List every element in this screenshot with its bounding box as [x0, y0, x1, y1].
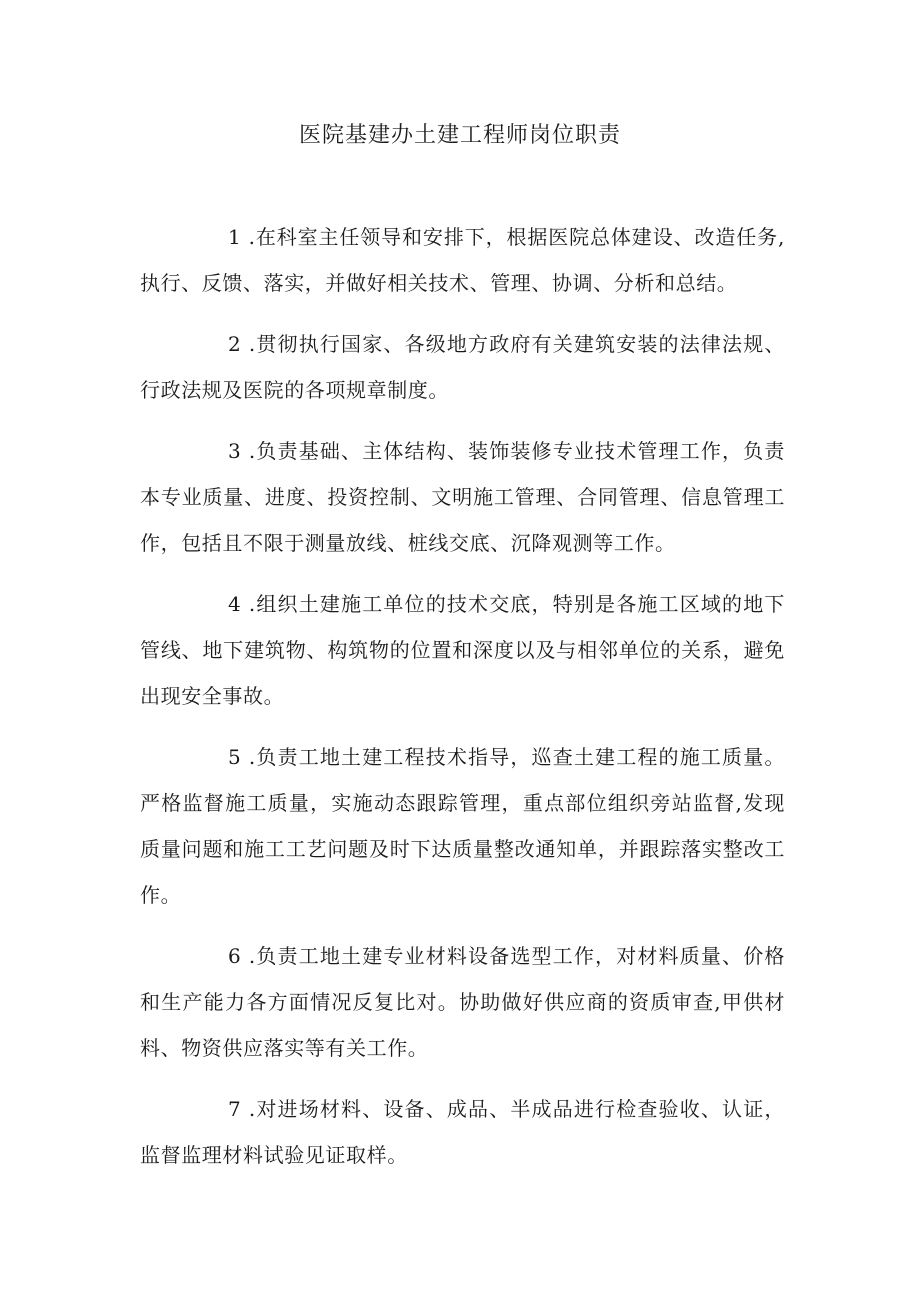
- duty-text: .负责工地土建专业材料设备选型工作，对材料质量、价格和生产能力各方面情况反复比对。协助做好供应商的资质审查,甲供材料、物资供应落实等有关工作。: [140, 944, 785, 1060]
- duty-number: 3: [228, 439, 242, 463]
- document-title: 医院基建办土建工程师岗位职责: [298, 123, 621, 148]
- duty-text: .负责工地土建工程技术指导，巡查土建工程的施工质量。严格监督施工质量，实施动态跟踪管理，重点部位组织旁站监督,发现质量问题和施工工艺问题及时下达质量整改通知单，并跟踪落实整改工作。: [140, 745, 785, 907]
- duty-text: .负责基础、主体结构、装饰装修专业技术管理工作，负责本专业质量、进度、投资控制、文明施工管理、合同管理、信息管理工作，包括且不限于测量放线、桩线交底、沉降观测等工作。: [140, 439, 785, 555]
- duty-number: 4: [228, 592, 242, 616]
- duty-text: .贯彻执行国家、各级地方政府有关建筑安装的法律法规、行政法规及医院的各项规章制度。: [140, 332, 785, 402]
- duty-item-3: [140, 428, 785, 566]
- duty-number: 5: [228, 745, 242, 769]
- duty-number: 1: [228, 225, 242, 249]
- duty-item-4: [140, 581, 785, 719]
- duty-text: .在科室主任领导和安排下，根据医院总体建设、改造任务,执行、反馈、落实，并做好相关技术、管理、协调、分析和总结。: [140, 225, 785, 295]
- duty-item-5: [140, 734, 785, 918]
- duty-text: .组织土建施工单位的技术交底，特别是各施工区域的地下管线、地下建筑物、构筑物的位置和深度以及与相邻单位的关系，避免出现安全事故。: [140, 592, 785, 708]
- duty-number: 6: [228, 944, 242, 968]
- duty-item-1: [140, 214, 785, 306]
- duty-text: .对进场材料、设备、成品、半成品进行检查验收、认证，监督监理材料试验见证取样。: [140, 1097, 785, 1167]
- duty-item-2: [140, 321, 785, 413]
- duty-number: 7: [228, 1097, 242, 1121]
- duty-number: 2: [228, 332, 242, 356]
- duty-item-6: [140, 933, 785, 1071]
- duty-list: [140, 214, 785, 1193]
- duty-item-7: [140, 1086, 785, 1178]
